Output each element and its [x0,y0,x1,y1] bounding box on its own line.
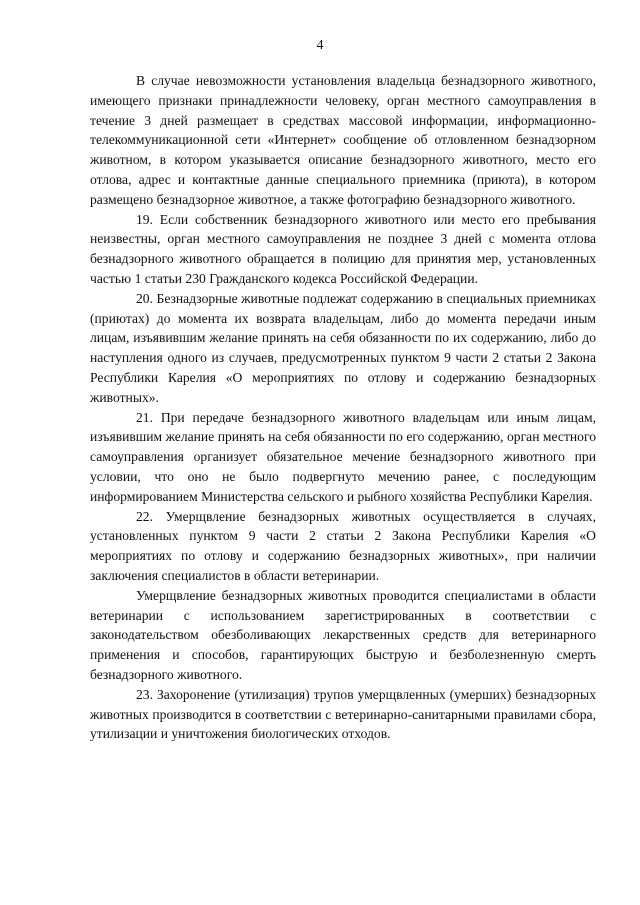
document-body [90,71,596,744]
paragraph-20: 20. Безнадзорные животные подлежат содержанию в специальных приемниках (приютах) до момента их возврата владельцам, либо до момента передачи иным лицам, изъявившим желание принять на себя обязанности по их содержанию, либо до наступления одного из случаев, предусмотренных пунктом 9 части 2 статьи 2 Закона Республики Карелия «О мероприятиях по отлову и содержанию безнадзорных животных». [90,290,596,405]
paragraph-unknown-owner-notice: В случае невозможности установления владельца безнадзорного животного, имеющего признаки принадлежности человеку, орган местного самоуправления в течение 3 дней размещает в средствах массовой информации, информационно-телекоммуникационной сети «Интернет» сообщение об отловленном безнадзорном животном, в котором указывается описание безнадзорного животного, место его отлова, адрес и контактные данные специального приемника (приюта), в котором размещено безнадзорное животное, а также фотографию безнадзорного животного. [90,73,596,207]
paragraph-euthanasia-method: Умерщвление безнадзорных животных проводится специалистами в области ветеринарии с использованием зарегистрированных в соответствии с законодательством обезболивающих лекарственных средств для ветеринарного применения и способов, гарантирующих быструю и безболезненную смерть безнадзорного животного. [90,587,596,682]
paragraph-23: 23. Захоронение (утилизация) трупов умерщвленных (умерших) безнадзорных животных производится в соответствии с ветеринарно-санитарными правилами сбора, утилизации и уничтожения биологических отходов. [90,686,596,742]
paragraph-19: 19. Если собственник безнадзорного животного или место его пребывания неизвестны, орган местного самоуправления не позднее 3 дней с момента отлова безнадзорного животного обращается в полицию для принятия мер, установленных частью 1 статьи 230 Гражданского кодекса Российской Федерации. [90,211,596,286]
paragraph-22: 22. Умерщвление безнадзорных животных осуществляется в случаях, установленных пунктом 9 части 2 статьи 2 Закона Республики Карелия «О мероприятиях по отлову и содержанию безнадзорных животных», при наличии заключения специалистов в области ветеринарии. [90,508,596,583]
paragraph-21: 21. При передаче безнадзорного животного владельцам или иным лицам, изъявившим желание принять на себя обязанности по его содержанию, орган местного самоуправления организует обязательное мечение безнадзорного животного при условии, что оно не было подвергнуто мечению ранее, с последующим информированием Министерства сельского и рыбного хозяйства Республики Карелия. [90,409,596,504]
page-number: 4 [316,38,324,53]
